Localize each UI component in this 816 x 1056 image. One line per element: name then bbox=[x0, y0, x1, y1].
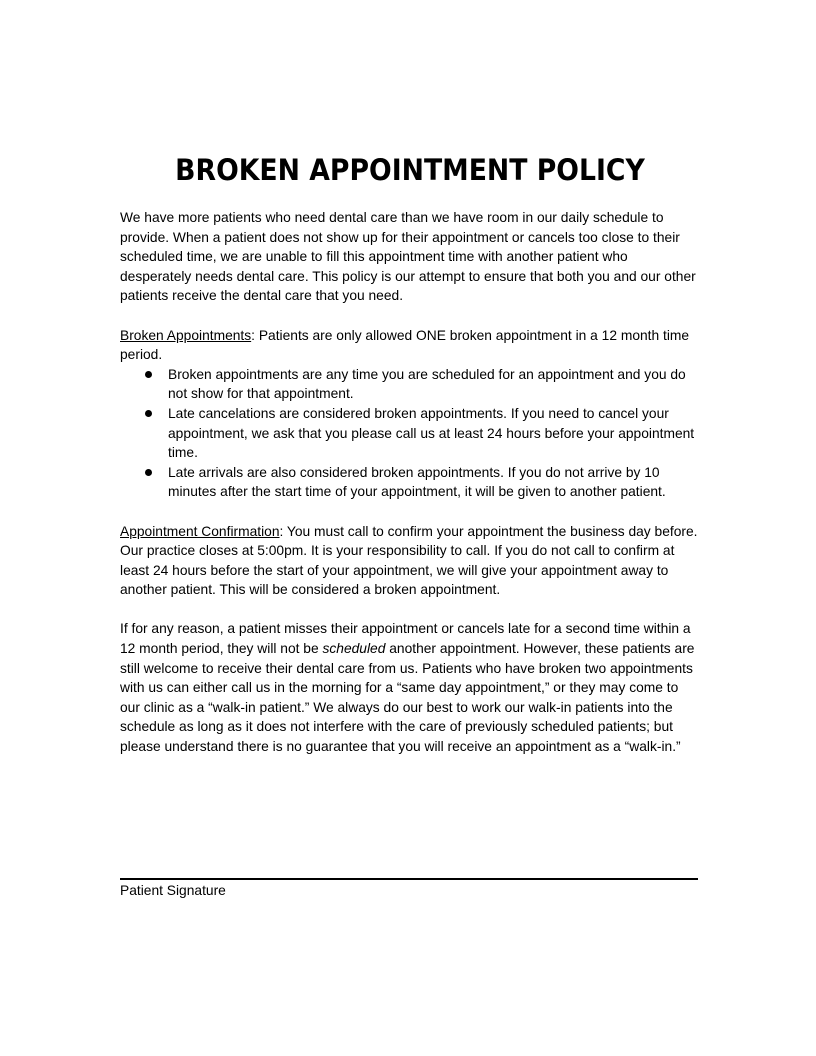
list-item bbox=[120, 365, 700, 404]
second-time-text-start: If for any reason, a patient misses their appointment or cancels late for a second time within a 12 month period, they will not be bbox=[120, 621, 691, 657]
second-time-text-end: another appointment. However, these patients are still welcome to receive their dental care from us. Patients who have broken two appointments with us can either call us in the morning for a “same day appointment,” or they may come to our clinic as a “walk-in patient.” We always do our best to work our walk-in patients into the schedule as long as it does not interfere with the care of previously scheduled patients; but please understand there is no guarantee that you will receive an appointment as a “walk-in.” bbox=[120, 641, 695, 755]
broken-appointments-heading: Broken Appointments bbox=[120, 327, 252, 343]
list-item-text: Late cancelations are considered broken appointments. If you need to cancel your appointment, we ask that you please call us at least 24 hours before your appointment time. bbox=[168, 405, 695, 461]
confirmation-paragraph bbox=[120, 522, 700, 600]
signature-label: Patient Signature bbox=[120, 883, 226, 898]
broken-appointments-paragraph bbox=[120, 326, 700, 365]
document-title: BROKEN APPOINTMENT POLICY bbox=[175, 153, 645, 187]
bullet-icon bbox=[145, 371, 152, 378]
confirmation-heading: Appointment Confirmation bbox=[120, 523, 280, 539]
list-item-text: Broken appointments are any time you are scheduled for an appointment and you do not show for that appointment. bbox=[168, 366, 686, 402]
scheduled-emphasis: scheduled bbox=[322, 641, 386, 657]
bullet-icon bbox=[145, 469, 152, 476]
signature-line[interactable] bbox=[120, 878, 698, 880]
second-time-paragraph bbox=[120, 619, 700, 756]
confirmation-text: : You must call to confirm your appointment the business day before. Our practice closes at 5:00pm. It is your responsibility to call. If you do not call to confirm at least 24 hours before the start of your appointment, we will give your appointment away to another patient. This will be considered a broken appointment. bbox=[120, 523, 698, 598]
broken-appointments-list bbox=[120, 365, 700, 502]
list-item bbox=[120, 463, 700, 502]
list-item bbox=[120, 404, 700, 463]
broken-appointments-text: : Patients are only allowed ONE broken appointment in a 12 month time period. bbox=[120, 327, 690, 363]
intro-paragraph: We have more patients who need dental care than we have room in our daily schedule to provide. When a patient does not show up for their appointment or cancels too close to their scheduled time, we are unable to fill this appointment time with another patient who desperately needs dental care. This policy is our attempt to ensure that both you and our other patients receive the dental care that you need. bbox=[120, 210, 696, 304]
policy-document bbox=[120, 150, 700, 776]
bullet-icon bbox=[145, 410, 152, 417]
list-item-text: Late arrivals are also considered broken appointments. If you do not arrive by 10 minutes after the start time of your appointment, it will be given to another patient. bbox=[168, 464, 666, 500]
